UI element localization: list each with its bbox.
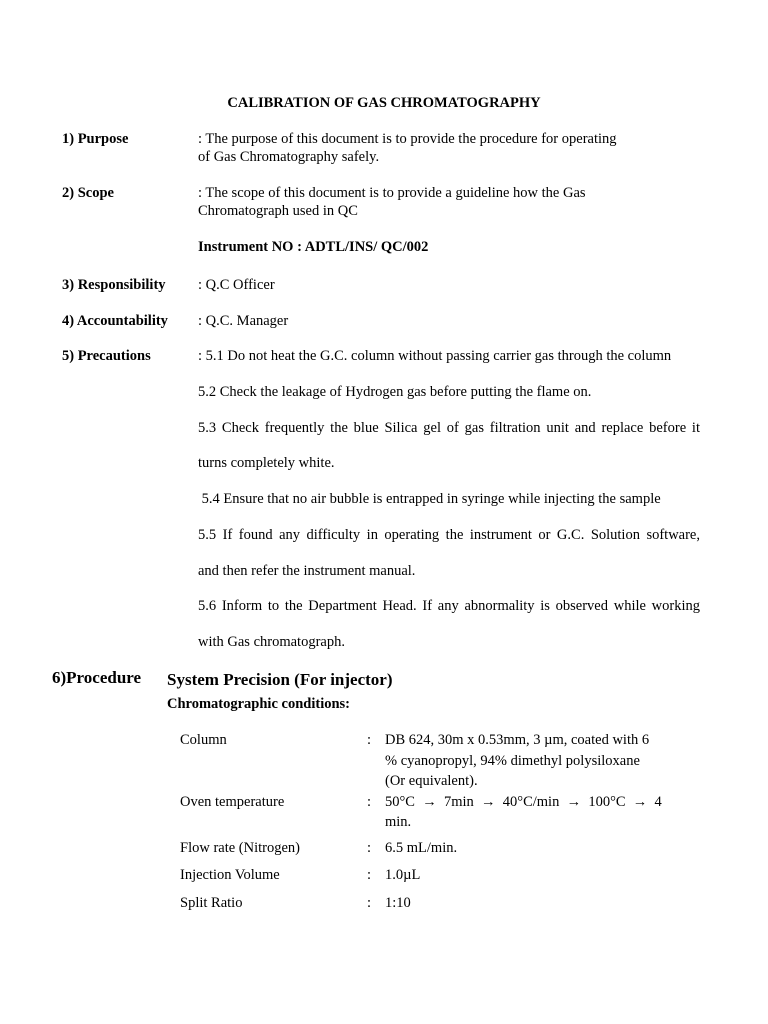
condition-label-column: Column [180, 732, 227, 748]
procedure-heading: System Precision (For injector) [167, 670, 393, 689]
procedure-subheading: Chromatographic conditions: [167, 696, 351, 712]
precaution-line: and then refer the instrument manual. [198, 563, 416, 579]
precaution-line: 5.6 Inform to the Department Head. If any abnormality is observed while working [198, 598, 700, 614]
condition-colon: : [367, 794, 372, 810]
condition-label-split-ratio: Split Ratio [180, 895, 243, 911]
condition-value-column-line-1: DB 624, 30m x 0.53mm, 3 µm, coated with 6 [385, 732, 650, 748]
condition-value-column-line-2: % cyanopropyl, 94% dimethyl polysiloxane [385, 753, 640, 769]
condition-colon: : [367, 895, 372, 911]
purpose-label: 1) Purpose [62, 131, 129, 147]
condition-colon: : [367, 867, 372, 883]
procedure-label: 6)Procedure [52, 668, 142, 687]
accountability-value: : Q.C. Manager [198, 313, 289, 329]
scope-label: 2) Scope [62, 185, 114, 201]
precaution-line: 5.4 Ensure that no air bubble is entrapped in syringe while injecting the sample [198, 491, 661, 507]
accountability-label: 4) Accountability [62, 313, 168, 329]
condition-label-injection-volume: Injection Volume [180, 867, 280, 883]
condition-value-injection-volume: 1.0µL [385, 867, 421, 883]
responsibility-value: : Q.C Officer [198, 277, 275, 293]
condition-colon: : [367, 732, 372, 748]
document-title: CALIBRATION OF GAS CHROMATOGRAPHY [227, 95, 541, 111]
scope-text-line-2: Chromatograph used in QC [198, 203, 358, 219]
condition-label-oven-temperature: Oven temperature [180, 794, 285, 810]
condition-value-flow-rate: 6.5 mL/min. [385, 840, 458, 856]
condition-value-oven-temperature-line-1: 50°C → 7min → 40°C/min → 100°C → 4 [385, 794, 662, 810]
precaution-line: : 5.1 Do not heat the G.C. column without passing carrier gas through the column [198, 348, 672, 364]
condition-value-oven-temperature-line-2: min. [385, 814, 412, 830]
scope-text-line-1: : The scope of this document is to provide a guideline how the Gas [198, 185, 586, 201]
purpose-text-line-1: : The purpose of this document is to provide the procedure for operating [198, 131, 617, 147]
responsibility-label: 3) Responsibility [62, 277, 166, 293]
precautions-label: 5) Precautions [62, 348, 151, 364]
condition-label-flow-rate: Flow rate (Nitrogen) [180, 840, 300, 856]
instrument-number: Instrument NO : ADTL/INS/ QC/002 [198, 239, 429, 255]
precaution-line: 5.5 If found any difficulty in operating the instrument or G.C. Solution software, [198, 527, 700, 543]
condition-value-split-ratio: 1:10 [385, 895, 411, 911]
purpose-text-line-2: of Gas Chromatography safely. [198, 149, 380, 165]
condition-value-column-line-3: (Or equivalent). [385, 773, 478, 789]
condition-colon: : [367, 840, 372, 856]
precaution-line: 5.2 Check the leakage of Hydrogen gas before putting the flame on. [198, 384, 592, 400]
precaution-line: with Gas chromatograph. [198, 634, 345, 650]
precaution-line: 5.3 Check frequently the blue Silica gel of gas filtration unit and replace before it [198, 420, 700, 436]
precaution-line: turns completely white. [198, 455, 335, 471]
